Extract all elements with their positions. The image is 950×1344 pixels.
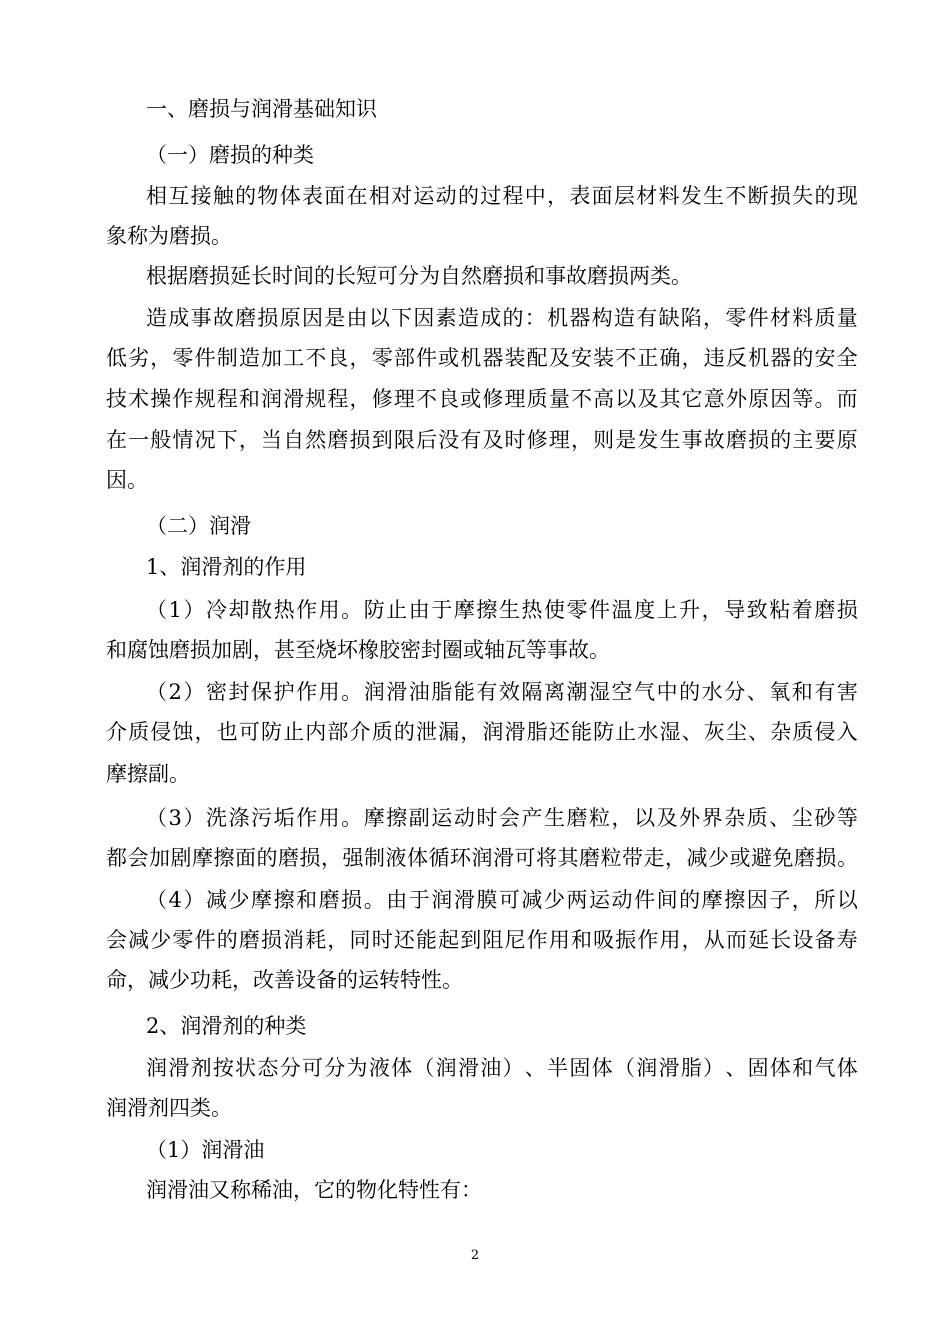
paragraph-line: 技 术 操 作 规 程 和 润 滑 规 程 ， 修 理 不 良 或 修 理 质 量 不 高 以 及 其 它 意 外 原 因 等 。 而: [106, 387, 858, 411]
paragraph-line: 在 一 般 情 况 下 ， 当 自 然 磨 损 到 限 后 没 有 及 时 修 理 ， 则 是 发 生 事 故 磨 损 的 主 要 原: [106, 428, 858, 452]
list-item-line: （ 3 ） 洗 涤 污 垢 作 用 。 摩 擦 副 运 动 时 会 产 生 磨 粒 ， 以 及 外 界 杂 质 、 尘 砂 等: [146, 806, 858, 830]
paragraph-line: 象称为磨损。: [106, 224, 232, 248]
subsection-title-lubrication: （二）润滑: [146, 514, 251, 538]
paragraph-line: 因。: [106, 468, 148, 492]
paragraph-line: 润 滑 剂 按 状 态 分 可 分 为 液 体 （ 润 滑 油 ） 、 半 固 体 （ 润 滑 脂 ） 、 固 体 和 气 体: [146, 1056, 858, 1080]
paragraph-line: 润滑剂四类。: [106, 1096, 232, 1120]
list-item-line: （ 4 ） 减 少 摩 擦 和 磨 损 。 由 于 润 滑 膜 可 减 少 两 运 动 件 间 的 摩 擦 因 子 ， 所 以: [146, 888, 858, 912]
paragraph-line: 根据磨损延长时间的长短可分为自然磨损和事故磨损两类。: [146, 264, 692, 288]
list-item-line: 和腐蚀磨损加剧，甚至烧坏橡胶密封圈或轴瓦等事故。: [106, 638, 610, 662]
subheading-lubricant-functions: 1、润滑剂的作用: [146, 555, 307, 579]
list-item-line: 会 减 少 零 件 的 磨 损 消 耗 ， 同 时 还 能 起 到 阻 尼 作 用 和 吸 振 作 用 ， 从 而 延 长 设 备 寿: [106, 928, 858, 952]
list-item-line: 摩擦副。: [106, 762, 190, 786]
section-heading: 一、磨损与润滑基础知识: [146, 97, 377, 121]
subsection-title-wear-types: （一）磨损的种类: [146, 143, 314, 167]
paragraph-line: 润滑油又称稀油，它的物化特性有：: [146, 1178, 482, 1202]
list-item-line: （ 1 ） 冷 却 散 热 作 用 。 防 止 由 于 摩 擦 生 热 使 零 件 温 度 上 升 ， 导 致 粘 着 磨 损: [146, 598, 858, 622]
paragraph-line: 造 成 事 故 磨 损 原 因 是 由 以 下 因 素 造 成 的 ： 机 器 构 造 有 缺 陷 ， 零 件 材 料 质 量: [146, 306, 858, 330]
list-item-line: （ 2 ） 密 封 保 护 作 用 。 润 滑 油 脂 能 有 效 隔 离 潮 湿 空 气 中 的 水 分 、 氧 和 有 害: [146, 680, 858, 704]
list-item-line: 介 质 侵 蚀 ， 也 可 防 止 内 部 介 质 的 泄 漏 ， 润 滑 脂 还 能 防 止 水 湿 、 灰 尘 、 杂 质 侵 入: [106, 720, 858, 744]
subheading-lubricating-oil: （1）润滑油: [146, 1138, 265, 1162]
list-item-line: 命，减少功耗，改善设备的运转特性。: [106, 968, 463, 992]
list-item-line: 都 会 加 剧 摩 擦 面 的 磨 损 ， 强 制 液 体 循 环 润 滑 可 将 其 磨 粒 带 走 ， 减 少 或 避 免 磨 损 。: [106, 846, 858, 870]
paragraph-line: 相 互 接 触 的 物 体 表 面 在 相 对 运 动 的 过 程 中 ， 表 面 层 材 料 发 生 不 断 损 失 的 现: [146, 184, 858, 208]
page-number: 2: [470, 1248, 480, 1263]
paragraph-line: 低 劣 ， 零 件 制 造 加 工 不 良 ， 零 部 件 或 机 器 装 配 及 安 装 不 正 确 ， 违 反 机 器 的 安 全: [106, 346, 858, 370]
subheading-lubricant-types: 2、润滑剂的种类: [146, 1014, 307, 1038]
